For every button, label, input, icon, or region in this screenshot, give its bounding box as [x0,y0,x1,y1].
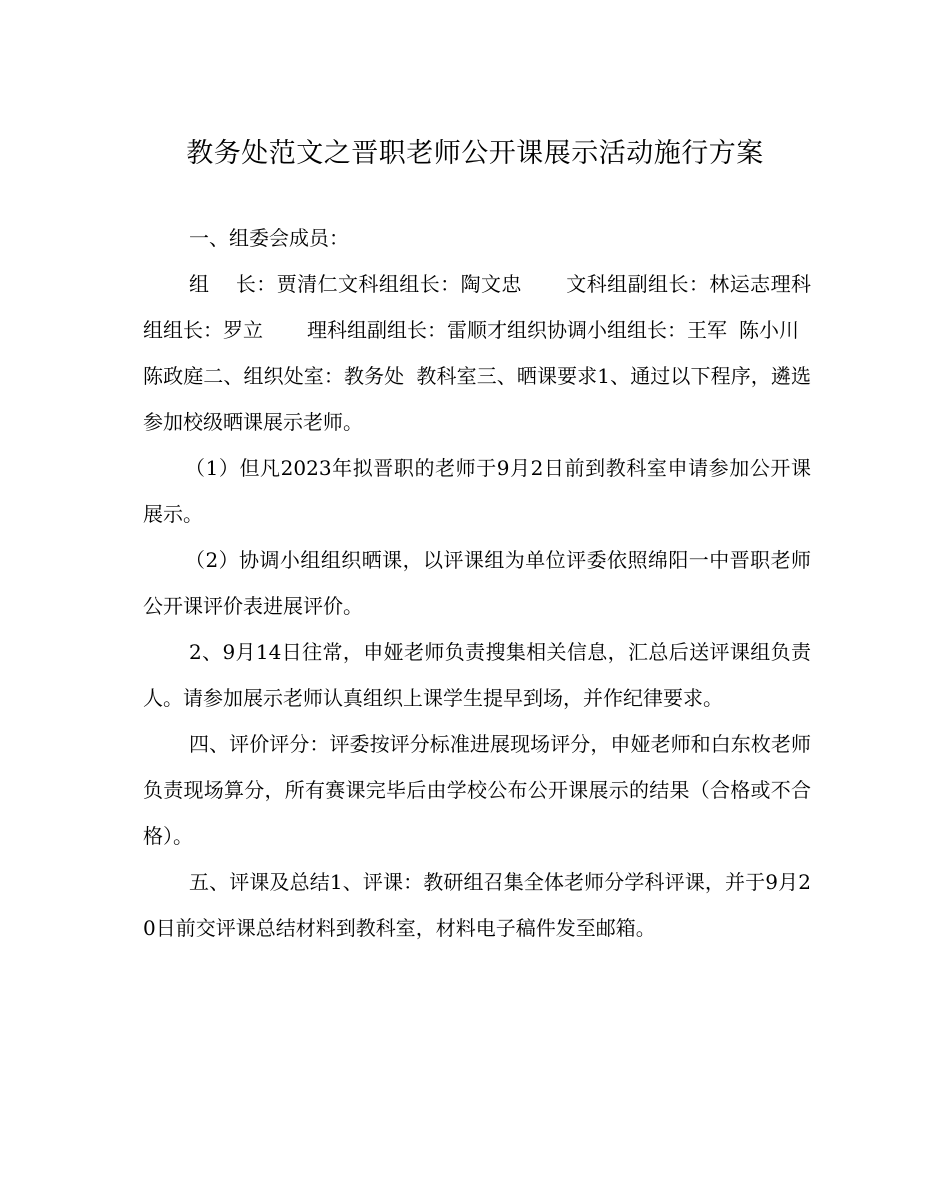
member-name: 陈小川 [739,318,799,342]
leader-text: 长：贾清仁文科组组长：陶文忠 [235,272,522,296]
organizing-office-text: 陈政庭二、组织处室：教务处 [143,364,405,388]
science-group-text: 理科组副组长：雷顺才组织协调小组组长：王军 [307,318,727,342]
paragraph-summary: 五、评课及总结1、评课：教研组召集全体老师分学科评课，并于9月20日前交评课总结材料到教科室，材料电子稿件发至邮箱。 [143,870,811,940]
paragraph-committee-members [143,261,811,445]
document-body [143,215,811,951]
paragraph-evaluation: 四、评价评分：评委按评分标准进展现场评分，申娅老师和白东枚老师负责现场算分，所有赛课完毕后由学校公布公开课展示的结果（合格或不合格）。 [143,732,811,848]
paragraph-step-2: （2）协调小组组织晒课，以评课组为单位评委依照绵阳一中晋职老师公开课评价表进展评价。 [143,548,811,618]
document-title: 教务处范文之晋职老师公开课展示活动施行方案 [186,138,764,169]
paragraph-item-2: 2、9月14日往常，申娅老师负责搜集相关信息，汇总后送评课组负责人。请参加展示老师认真组织上课学生提早到场，并作纪律要求。 [143,640,811,710]
leader-label-char: 组 [189,272,210,296]
arts-group-text: 文科组副组长：林运志理科组组长：罗立 [143,272,812,342]
paragraph-step-1: （1）但凡2023年拟晋职的老师于9月2日前到教科室申请参加公开课展示。 [143,456,811,526]
course-requirements-text: 教科室三、晒课要求1、通过以下程序，遴选参加校级晒课展示老师。 [143,364,812,434]
paragraph-committee-heading: 一、组委会成员： [189,226,349,250]
